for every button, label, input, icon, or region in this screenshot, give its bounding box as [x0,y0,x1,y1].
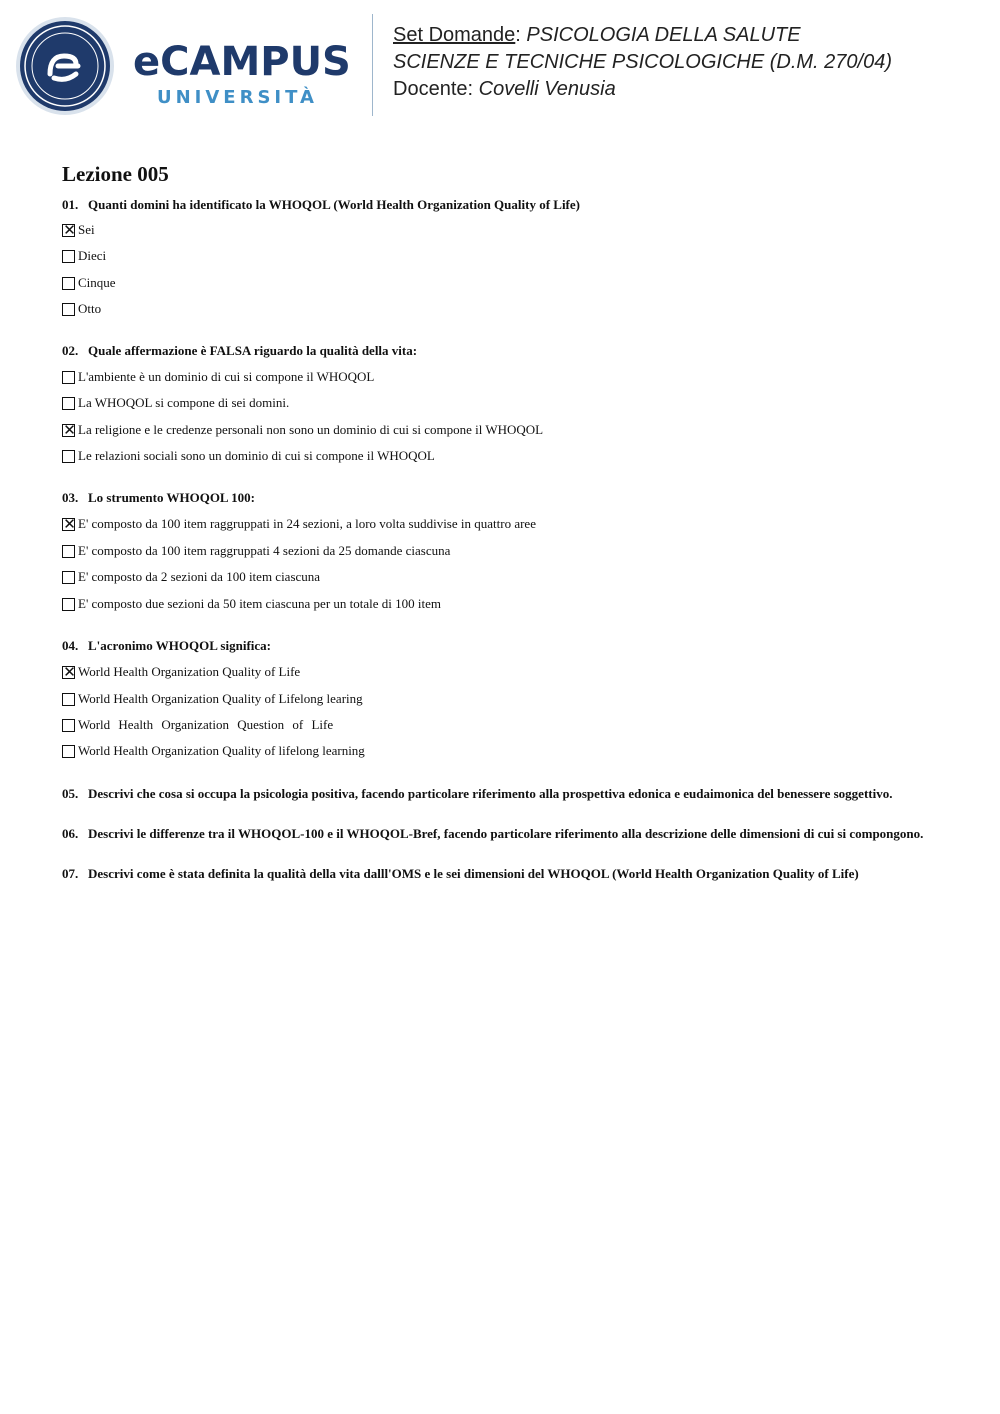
answer-option[interactable] [62,248,106,264]
question-text: L'acronimo WHOQOL significa: [88,638,271,653]
answer-option[interactable] [62,543,450,559]
option-label: L'ambiente è un dominio di cui si compone il WHOQOL [78,369,375,384]
checkbox-checked[interactable] [62,221,76,239]
option-label: Otto [78,301,102,316]
answer-option[interactable] [62,569,320,585]
checkbox[interactable] [62,250,75,263]
answer-option[interactable] [62,448,435,464]
question-number: 02. [62,343,79,358]
check-x-icon: ✕ [63,421,76,439]
question-3 [62,490,255,506]
check-x-icon: ✕ [63,221,76,239]
question-6 [62,826,923,842]
teacher-name: Covelli Venusia [478,78,616,100]
checkbox-checked[interactable] [62,663,76,681]
option-label: World Health Organization Question of Life [78,717,334,732]
answer-option[interactable] [62,222,95,238]
question-text: Descrivi le differenze tra il WHOQOL-100 e il WHOQOL-Bref, facendo particolare riferimento alla descrizione delle dimensioni di cui si compongono. [88,826,924,841]
option-label: E' composto da 2 sezioni da 100 item ciascuna [78,569,321,584]
university-seal-logo [14,16,116,116]
question-5 [62,786,892,802]
option-label: Dieci [78,248,107,263]
answer-option[interactable] [62,369,374,385]
question-text: Descrivi che cosa si occupa la psicologia positiva, facendo particolare riferimento alla prospettiva edonica e eudaimonica del benessere soggettivo. [88,786,893,801]
question-text: Lo strumento WHOQOL 100: [88,490,255,505]
question-text: Quale affermazione è FALSA riguardo la qualità della vita: [88,343,418,358]
course-name: PSICOLOGIA DELLA SALUTE [526,24,801,46]
option-label: Sei [78,222,95,237]
checkbox[interactable] [62,303,75,316]
header-line-3 [393,76,892,103]
option-label: World Health Organization Quality of Life [78,664,301,679]
question-text: Descrivi come è stata definita la qualità della vita dalll'OMS e le sei dimensioni del WHOQOL (World Health Organization Quality of Life) [88,866,859,881]
question-number: 05. [62,786,79,801]
answer-option[interactable] [62,717,333,733]
option-label: Le relazioni sociali sono un dominio di cui si compone il WHOQOL [78,448,435,463]
option-label: La WHOQOL si compone di sei domini. [78,395,290,410]
lesson-title: Lezione 005 [62,162,169,186]
question-number: 07. [62,866,79,881]
option-label: Cinque [78,275,116,290]
question-7 [62,866,859,882]
checkbox[interactable] [62,397,75,410]
option-label: La religione e le credenze personali non sono un dominio di cui si compone il WHOQOL [78,422,544,437]
checkbox[interactable] [62,277,75,290]
wordmark-sub: UNIVERSITÀ [157,87,318,108]
header-info [393,22,892,103]
question-number: 04. [62,638,79,653]
checkbox[interactable] [62,693,75,706]
question-4 [62,638,271,654]
question-1 [62,197,580,213]
answer-option[interactable] [62,422,543,438]
question-number: 06. [62,826,79,841]
checkbox[interactable] [62,598,75,611]
option-label: World Health Organization Quality of lifelong learning [78,743,365,758]
set-label: Set Domande [393,24,516,46]
answer-option[interactable] [62,691,363,707]
answer-option[interactable] [62,664,300,680]
checkbox[interactable] [62,545,75,558]
header-divider [372,14,373,116]
question-number: 03. [62,490,79,505]
answer-option[interactable] [62,395,289,411]
wordmark-main: eCAMPUS [133,39,351,85]
header-line-1: Set Domande: PSICOLOGIA DELLA SALUTE [393,24,801,46]
degree-name: SCIENZE E TECNICHE PSICOLOGICHE (D.M. 270/04) [393,51,892,73]
answer-option[interactable] [62,743,365,759]
option-label: E' composto da 100 item raggruppati 4 sezioni da 25 domande ciascuna [78,543,451,558]
checkbox-checked[interactable] [62,421,76,439]
checkbox[interactable] [62,450,75,463]
check-x-icon: ✕ [63,515,76,533]
checkbox[interactable] [62,371,75,384]
question-number: 01. [62,197,79,212]
check-x-icon: ✕ [63,663,76,681]
checkbox[interactable] [62,571,75,584]
option-label: E' composto da 100 item raggruppati in 24 sezioni, a loro volta suddivise in quattro aree [78,516,536,531]
answer-option[interactable] [62,301,101,317]
option-label: World Health Organization Quality of Lifelong learing [78,691,363,706]
question-2 [62,343,417,359]
option-label: E' composto due sezioni da 50 item ciascuna per un totale di 100 item [78,596,441,611]
checkbox[interactable] [62,745,75,758]
teacher-label: Docente: [393,78,474,100]
checkbox-checked[interactable] [62,515,76,533]
university-wordmark [133,40,358,110]
answer-option[interactable] [62,275,116,291]
question-text: Quanti domini ha identificato la WHOQOL (World Health Organization Quality of Life) [88,197,580,212]
checkbox[interactable] [62,719,75,732]
header-line-2 [393,49,892,76]
answer-option[interactable] [62,516,536,532]
answer-option[interactable] [62,596,441,612]
